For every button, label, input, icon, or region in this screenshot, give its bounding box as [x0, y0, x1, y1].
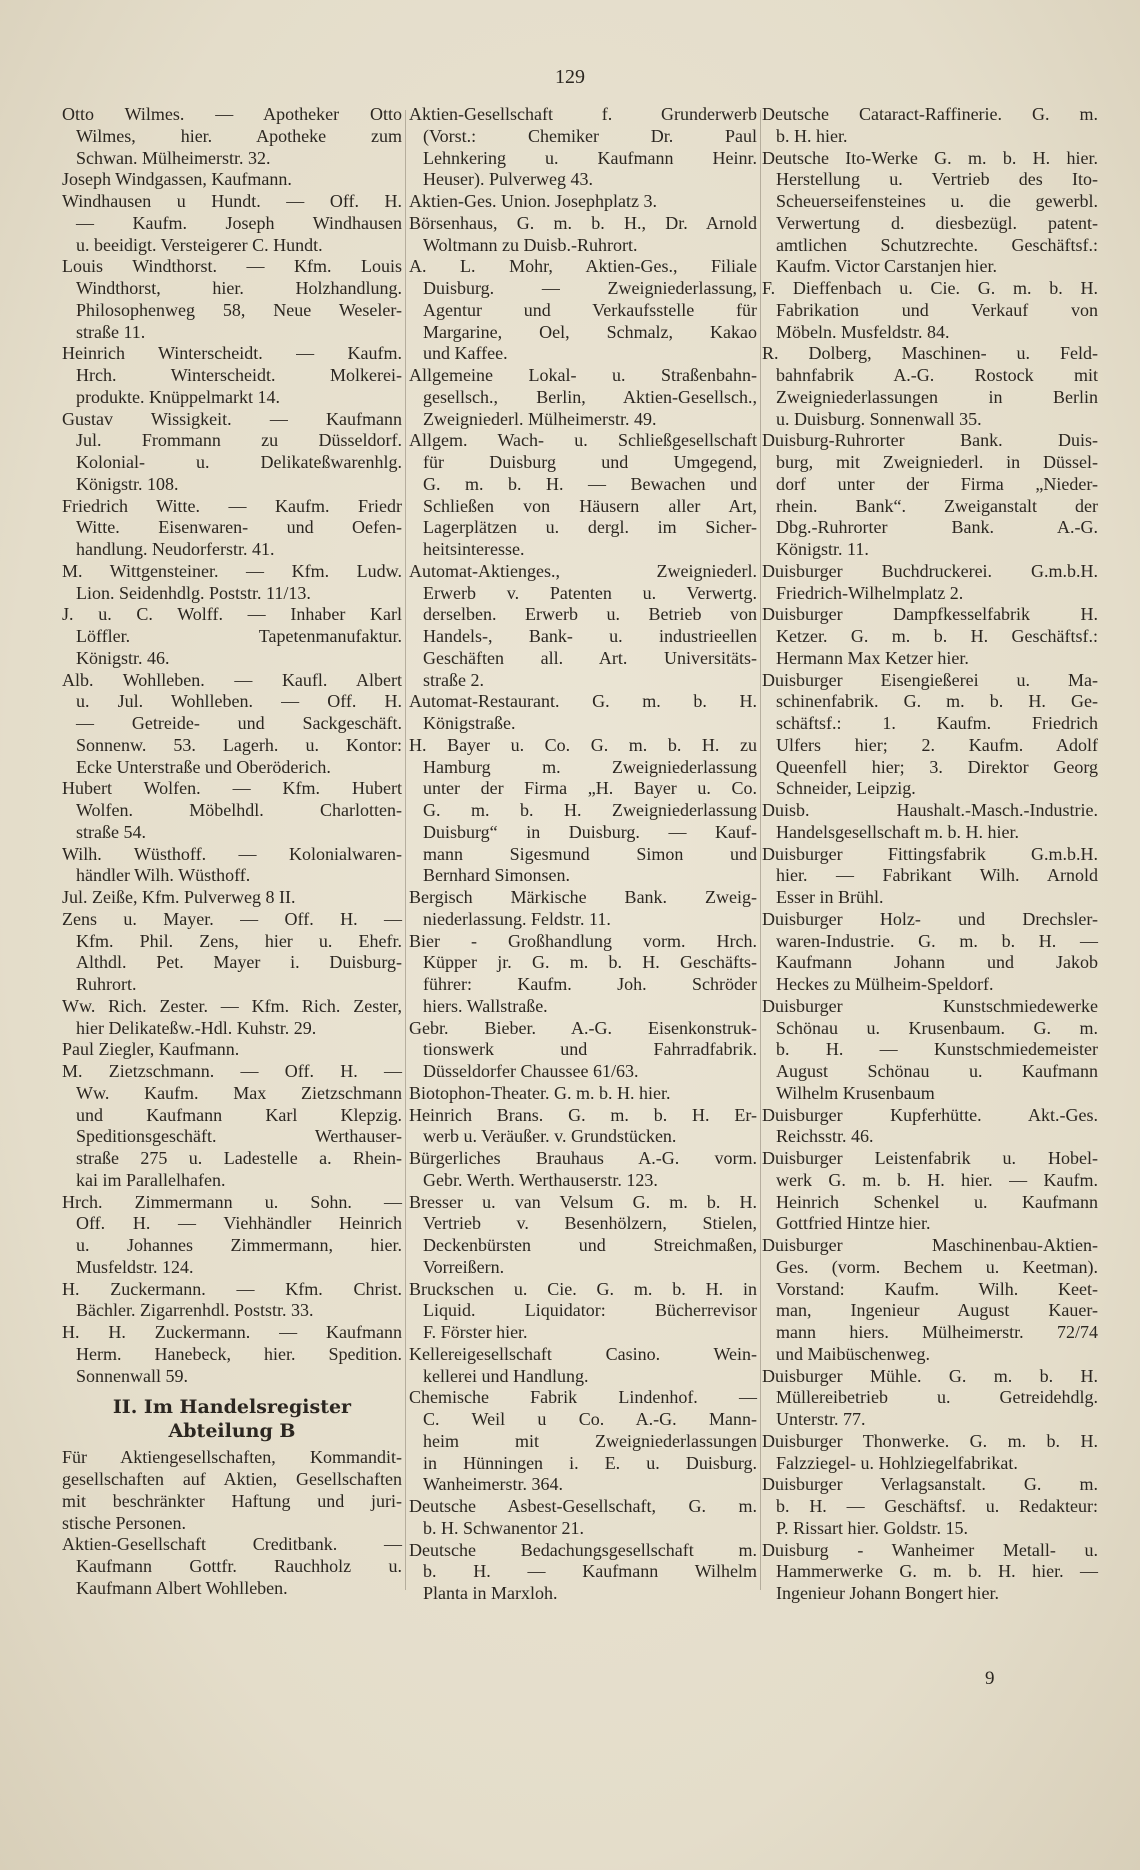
- entry-line: Duisburger Verlagsanstalt. G. m.: [762, 1474, 1098, 1495]
- entry-line: Joseph Windgassen, Kaufmann.: [62, 169, 292, 190]
- entry-line: Louis Windthorst. — Kfm. Louis: [62, 256, 402, 277]
- entry-line: Duisb. Haushalt.-Masch.-Industrie.: [762, 800, 1098, 820]
- entry-line: Wolfen. Möbelhdl. Charlotten-: [76, 800, 402, 820]
- directory-entry: [409, 735, 757, 887]
- directory-entry: [62, 1279, 402, 1323]
- entry-line: heim mit Zweigniederlassungen: [423, 1430, 757, 1451]
- entry-line: Sonnenw. 53. Lagerh. u. Kontor:: [76, 734, 402, 755]
- entry-line: Scheuerseifensteines u. die gewerbl.: [776, 191, 1098, 211]
- entry-line: für Duisburg und Umgegend,: [423, 452, 757, 472]
- directory-entry: [62, 343, 402, 408]
- entry-line: Duisburger Dampfkesselfabrik H.: [762, 604, 1098, 625]
- entry-line: Schneider, Leipzig.: [776, 778, 916, 799]
- column-3: [762, 104, 1098, 1605]
- entry-line: Kolonial- u. Delikateßwarenhlg.: [76, 452, 402, 472]
- entry-line: Windthorst, hier. Holzhandlung.: [76, 278, 402, 298]
- entry-line: Löffler. Tapetenmanufaktur.: [76, 626, 402, 646]
- entry-line: Althdl. Pet. Mayer i. Duisburg-: [76, 952, 402, 973]
- entry-line: Esser in Brühl.: [776, 887, 884, 907]
- directory-entry: [62, 778, 402, 843]
- directory-entry: [409, 1387, 757, 1496]
- entry-line: man, Ingenieur August Kauer-: [776, 1300, 1098, 1321]
- page-number: 129: [555, 66, 585, 88]
- directory-entry: [762, 430, 1098, 561]
- entry-line: Ww. Rich. Zester. — Kfm. Rich. Zester,: [62, 995, 402, 1016]
- intro-line: gesellschaften auf Aktien, Gesellschaften: [62, 1469, 402, 1489]
- entry-line: Speditionsgeschäft. Werthauser-: [76, 1126, 402, 1147]
- entry-line: Kfm. Phil. Zens, hier u. Ehefr.: [76, 930, 402, 951]
- directory-entry: [62, 1322, 402, 1387]
- entry-line: Königstr. 108.: [76, 473, 179, 494]
- entry-line: hiers. Wallstraße.: [423, 995, 548, 1016]
- entry-line: Lion. Seidenhdlg. Poststr. 11/13.: [76, 582, 311, 603]
- directory-entry: [62, 670, 402, 779]
- section-intro: [62, 1447, 402, 1534]
- entry-line: J. u. C. Wolff. — Inhaber Karl: [62, 604, 402, 625]
- section-heading: Abteilung B: [168, 1420, 296, 1443]
- entry-line: händler Wilh. Wüsthoff.: [76, 865, 251, 886]
- entry-line: Hamburg m. Zweigniederlassung: [423, 756, 757, 777]
- entry-line: Wilmes, hier. Apotheke zum: [76, 125, 402, 146]
- entry-line: Börsenhaus, G. m. b. H., Dr. Arnold: [409, 212, 757, 233]
- entry-line: — Kaufm. Joseph Windhausen: [76, 212, 402, 233]
- section-heading: II. Im Handelsregister: [112, 1396, 352, 1419]
- entry-line: Vorstand: Kaufm. Wilh. Keet-: [776, 1278, 1098, 1299]
- entry-line: Duisburg“ in Duisburg. — Kauf-: [423, 821, 757, 842]
- entry-line: Handelsgesellschaft m. b. H. hier.: [776, 821, 1019, 842]
- entry-line: C. Weil u Co. A.-G. Mann-: [423, 1409, 757, 1429]
- entry-line: Wilh. Wüsthoff. — Kolonialwaren-: [62, 843, 402, 864]
- entry-line: Automat-Restaurant. G. m. b. H.: [409, 691, 757, 712]
- entry-line: heitsinteresse.: [423, 539, 525, 559]
- entry-line: straße 2.: [423, 669, 484, 690]
- entry-line: P. Rissart hier. Goldstr. 15.: [776, 1517, 969, 1538]
- entry-line: Kaufmann Gottfr. Rauchholz u.: [76, 1556, 402, 1576]
- entry-line: Paul Ziegler, Kaufmann.: [62, 1039, 240, 1060]
- directory-entry: [62, 1039, 402, 1061]
- signature-mark: 9: [985, 1668, 995, 1689]
- entry-line: Bächler. Zigarrenhdl. Poststr. 33.: [76, 1300, 314, 1321]
- entry-line: Deutsche Bedachungsgesellschaft m.: [409, 1539, 757, 1560]
- entry-line: kai im Parallelhafen.: [76, 1169, 226, 1190]
- entry-line: Ruhrort.: [76, 974, 137, 994]
- directory-entry: [409, 1148, 757, 1192]
- directory-entry: [762, 670, 1098, 801]
- entry-line: Off. H. — Viehhändler Heinrich: [76, 1213, 402, 1234]
- entry-line: und Kaffee.: [423, 343, 508, 364]
- column-divider: [405, 110, 406, 1590]
- directory-entry: [62, 1192, 402, 1279]
- entry-line: Schwan. Mülheimerstr. 32.: [76, 147, 271, 168]
- entry-line: Gustav Wissigkeit. — Kaufmann: [62, 408, 402, 429]
- entry-line: Möbeln. Musfeldstr. 84.: [776, 321, 950, 342]
- entry-line: Müllereibetrieb u. Getreidehdlg.: [776, 1387, 1098, 1408]
- entry-line: Duisburger Buchdruckerei. G.m.b.H.: [762, 560, 1098, 581]
- entry-line: Aktien-Gesellschaft f. Grunderwerb: [409, 104, 757, 124]
- directory-entry: [62, 256, 402, 343]
- entry-line: Kaufmann Albert Wohlleben.: [76, 1577, 288, 1598]
- entry-line: Hammerwerke G. m. b. H. hier. —: [776, 1561, 1098, 1582]
- directory-entry: [762, 278, 1098, 343]
- directory-entry: [62, 191, 402, 256]
- directory-entry: [409, 1192, 757, 1279]
- entry-line: Jul. Zeiße, Kfm. Pulverweg 8 II.: [62, 887, 296, 907]
- entry-line: b. H. — Kunstschmiedemeister: [776, 1039, 1098, 1060]
- directory-entry: [62, 169, 402, 191]
- entry-line: Liquid. Liquidator: Bücherrevisor: [423, 1300, 757, 1321]
- entry-line: Ingenieur Johann Bongert hier.: [776, 1583, 999, 1603]
- entry-line: Musfeldstr. 124.: [76, 1256, 194, 1277]
- entry-line: Ketzer. G. m. b. H. Geschäftsf.:: [776, 626, 1098, 646]
- entry-line: Fabrikation und Verkauf von: [776, 299, 1098, 320]
- directory-entry: [409, 1018, 757, 1083]
- entry-line: R. Dolberg, Maschinen- u. Feld-: [762, 343, 1098, 364]
- entry-line: Hrch. Zimmermann u. Sohn. —: [62, 1191, 402, 1212]
- entry-line: werk G. m. b. H. hier. — Kaufm.: [776, 1169, 1098, 1190]
- entry-line: Aktien-Ges. Union. Josephplatz 3.: [409, 191, 657, 211]
- intro-line: stische Personen.: [62, 1512, 186, 1533]
- entry-line: niederlassung. Feldstr. 11.: [423, 908, 611, 929]
- directory-entry: [762, 1540, 1098, 1605]
- entry-line: Duisburger Thonwerke. G. m. b. H.: [762, 1430, 1098, 1451]
- entry-line: F. Dieffenbach u. Cie. G. m. b. H.: [762, 278, 1098, 298]
- entry-line: Duisburger Fittingsfabrik G.m.b.H.: [762, 843, 1098, 864]
- entry-line: b. H. — Kaufmann Wilhelm: [423, 1561, 757, 1582]
- entry-line: Hubert Wolfen. — Kfm. Hubert: [62, 778, 402, 799]
- directory-entry: [762, 1366, 1098, 1431]
- entry-line: H. Zuckermann. — Kfm. Christ.: [62, 1278, 402, 1299]
- entry-line: Heinrich Winterscheidt. — Kaufm.: [62, 343, 402, 364]
- entry-line: Bresser u. van Velsum G. m. b. H.: [409, 1191, 757, 1212]
- entry-line: Schließen von Häusern aller Art,: [423, 495, 757, 516]
- directory-entry: [409, 104, 757, 191]
- directory-entry: [62, 1534, 402, 1599]
- directory-entry: [409, 1540, 757, 1605]
- directory-entry: [409, 1496, 757, 1540]
- entry-line: dorf unter der Firma „Nieder-: [776, 473, 1098, 494]
- directory-entry: [762, 1105, 1098, 1149]
- entry-line: Deutsche Cataract-Raffinerie. G. m.: [762, 104, 1098, 124]
- entry-line: Handels-, Bank- u. industrieellen: [423, 626, 757, 646]
- entry-line: Ges. (vorm. Bechem u. Keetman).: [776, 1256, 1098, 1277]
- entry-line: und Maibüschenweg.: [776, 1343, 930, 1364]
- entry-line: Reichsstr. 46.: [776, 1126, 874, 1147]
- entry-line: Duisburger Kupferhütte. Akt.-Ges.: [762, 1104, 1098, 1125]
- entry-line: Gebr. Werth. Werthauserstr. 123.: [423, 1169, 658, 1190]
- directory-entry: [762, 1148, 1098, 1235]
- entry-line: in Hünningen i. E. u. Duisburg.: [423, 1452, 757, 1473]
- entry-line: Bruckschen u. Cie. G. m. b. H. in: [409, 1278, 757, 1299]
- intro-line: mit beschränkter Haftung und juri-: [62, 1490, 402, 1511]
- entry-line: derselben. Erwerb u. Betrieb von: [423, 604, 757, 625]
- entry-line: u. beeidigt. Versteigerer C. Hundt.: [76, 234, 323, 255]
- directory-entry: [62, 1061, 402, 1192]
- directory-entry: [409, 561, 757, 692]
- entry-line: Duisburger Kunstschmiedewerke: [762, 995, 1098, 1016]
- directory-entry: [762, 800, 1098, 844]
- directory-entry: [409, 256, 757, 365]
- entry-line: straße 275 u. Ladestelle a. Rhein-: [76, 1148, 402, 1168]
- entry-line: Queenfell hier; 3. Direktor Georg: [776, 756, 1098, 777]
- entry-line: Chemische Fabrik Lindenhof. —: [409, 1387, 757, 1408]
- directory-entry: [762, 148, 1098, 279]
- entry-line: Philosophenweg 58, Neue Weseler-: [76, 299, 402, 320]
- entry-line: schäftsf.: 1. Kaufm. Friedrich: [776, 713, 1098, 733]
- entry-line: Ulfers hier; 2. Kaufm. Adolf: [776, 734, 1098, 755]
- entry-line: Vertrieb v. Besenhölzern, Stielen,: [423, 1213, 757, 1234]
- directory-entry: [62, 996, 402, 1040]
- entry-line: Witte. Eisenwaren- und Oefen-: [76, 517, 402, 538]
- entry-line: Friedrich Witte. — Kaufm. Friedr: [62, 495, 402, 516]
- entry-line: Falzziegel- u. Hohlziegelfabrikat.: [776, 1452, 1018, 1473]
- entry-line: straße 54.: [76, 821, 146, 842]
- entry-line: Duisburg - Wanheimer Metall- u.: [762, 1539, 1098, 1560]
- entry-line: Otto Wilmes. — Apotheker Otto: [62, 104, 402, 124]
- entry-line: und Kaufmann Karl Klepzig.: [76, 1104, 402, 1125]
- entry-line: Alb. Wohlleben. — Kaufl. Albert: [62, 669, 402, 690]
- entry-line: Schönau u. Krusenbaum. G. m.: [776, 1017, 1098, 1038]
- entry-line: u. Jul. Wohlleben. — Off. H.: [76, 691, 402, 712]
- entry-line: Königstr. 11.: [776, 539, 869, 559]
- entry-line: waren-Industrie. G. m. b. H. —: [776, 930, 1098, 951]
- directory-entry: [762, 844, 1098, 909]
- entry-line: Gebr. Bieber. A.-G. Eisenkonstruk-: [409, 1017, 757, 1038]
- directory-entry: [62, 604, 402, 669]
- entry-line: schinenfabrik. G. m. b. H. Ge-: [776, 691, 1098, 712]
- entry-line: Deutsche Asbest-Gesellschaft, G. m.: [409, 1496, 757, 1516]
- entry-line: Hermann Max Ketzer hier.: [776, 647, 969, 668]
- entry-line: Zweigniederl. Mülheimerstr. 49.: [423, 408, 657, 429]
- directory-entry: [762, 343, 1098, 430]
- entry-line: (Vorst.: Chemiker Dr. Paul: [423, 125, 757, 146]
- entry-line: Margarine, Oel, Schmalz, Kakao: [423, 321, 757, 342]
- entry-line: gesellsch., Berlin, Aktien-Gesellsch.,: [423, 386, 757, 407]
- directory-entry: [409, 213, 757, 257]
- entry-line: Gottfried Hintze hier.: [776, 1213, 931, 1234]
- entry-line: Bernhard Simonsen.: [423, 865, 570, 886]
- directory-entry: [62, 844, 402, 888]
- entry-line: August Schönau u. Kaufmann: [776, 1061, 1098, 1081]
- entry-line: Lagerplätzen u. dergl. im Sicher-: [423, 517, 757, 538]
- entry-line: Heuser). Pulverweg 43.: [423, 169, 593, 190]
- entry-line: Hrch. Winterscheidt. Molkerei-: [76, 365, 402, 385]
- entry-line: Königstraße.: [423, 713, 516, 733]
- entry-line: Küpper jr. G. m. b. H. Geschäfts-: [423, 952, 757, 973]
- entry-line: mann hiers. Mülheimerstr. 72/74: [776, 1322, 1098, 1342]
- directory-entry: [762, 561, 1098, 605]
- entry-line: Zweigniederlassungen in Berlin: [776, 386, 1098, 407]
- entry-line: Jul. Frommann zu Düsseldorf.: [76, 430, 402, 451]
- directory-entry: [409, 931, 757, 1018]
- entry-line: führer: Kaufm. Joh. Schröder: [423, 974, 757, 994]
- entry-line: Zens u. Mayer. — Off. H. —: [62, 908, 402, 929]
- entry-line: Herstellung u. Vertrieb des Ito-: [776, 169, 1098, 190]
- entry-line: Heckes zu Mülheim-Speldorf.: [776, 974, 994, 994]
- directory-entry: [62, 104, 402, 169]
- entry-line: Lehnkering u. Kaufmann Heinr.: [423, 147, 757, 168]
- directory-entry: [409, 691, 757, 735]
- entry-line: burg, mit Zweigniederl. in Düssel-: [776, 452, 1098, 472]
- entry-line: straße 11.: [76, 321, 146, 342]
- directory-entry: [762, 1474, 1098, 1539]
- entry-line: Automat-Aktienges., Zweigniederl.: [409, 560, 757, 581]
- entry-line: M. Wittgensteiner. — Kfm. Ludw.: [62, 560, 402, 581]
- entry-line: rhein. Bank“. Zweiganstalt der: [776, 495, 1098, 516]
- entry-line: Duisburger Eisengießerei u. Ma-: [762, 669, 1098, 690]
- entry-line: Planta in Marxloh.: [423, 1583, 558, 1603]
- column-2: [409, 104, 757, 1605]
- entry-line: Heinrich Brans. G. m. b. H. Er-: [409, 1104, 757, 1125]
- entry-line: Kellereigesellschaft Casino. Wein-: [409, 1343, 757, 1364]
- entry-line: H. Bayer u. Co. G. m. b. H. zu: [409, 734, 757, 755]
- entry-line: b. H. — Geschäftsf. u. Redakteur:: [776, 1496, 1098, 1516]
- directory-entry: [409, 365, 757, 430]
- entry-line: Geschäften all. Art. Universitäts-: [423, 647, 757, 668]
- entry-line: F. Förster hier.: [423, 1322, 528, 1342]
- entry-line: Ecke Unterstraße und Oberöderich.: [76, 756, 331, 777]
- entry-line: hier. — Fabrikant Wilh. Arnold: [776, 865, 1098, 886]
- entry-line: Heinrich Schenkel u. Kaufmann: [776, 1191, 1098, 1212]
- entry-line: mann Sigesmund Simon und: [423, 843, 757, 864]
- directory-entry: [409, 1083, 757, 1105]
- entry-line: Erwerb v. Patenten u. Verwertg.: [423, 582, 757, 603]
- column-1: [62, 104, 402, 1600]
- entry-line: werb u. Veräußer. v. Grundstücken.: [423, 1126, 677, 1147]
- entry-line: Vorreißern.: [423, 1256, 505, 1277]
- entry-line: kellerei und Handlung.: [423, 1365, 589, 1386]
- entry-line: — Getreide- und Sackgeschäft.: [76, 713, 402, 733]
- entry-line: u. Johannes Zimmermann, hier.: [76, 1235, 402, 1255]
- entry-line: Sonnenwall 59.: [76, 1365, 188, 1386]
- entry-line: Wilhelm Krusenbaum: [776, 1082, 935, 1103]
- entry-line: Duisburger Maschinenbau-Aktien-: [762, 1235, 1098, 1255]
- directory-entry: [62, 496, 402, 561]
- column-divider: [760, 110, 761, 1590]
- entry-line: Allgem. Wach- u. Schließgesellschaft: [409, 430, 757, 451]
- entry-line: Aktien-Gesellschaft Creditbank. —: [62, 1534, 402, 1555]
- intro-line: Für Aktiengesellschaften, Kommandit-: [62, 1447, 402, 1468]
- entry-line: Duisburger Mühle. G. m. b. H.: [762, 1365, 1098, 1386]
- directory-entry: [762, 996, 1098, 1105]
- directory-entry: [409, 1105, 757, 1149]
- entry-line: produkte. Knüppelmarkt 14.: [76, 386, 280, 407]
- entry-line: tionswerk und Fahrradfabrik.: [423, 1039, 757, 1060]
- directory-entry: [762, 909, 1098, 996]
- entry-line: bahnfabrik A.-G. Rostock mit: [776, 365, 1098, 385]
- entry-line: Dbg.-Ruhrorter Bank. A.-G.: [776, 517, 1098, 538]
- directory-entry: [409, 1279, 757, 1344]
- entry-line: Kaufm. Victor Carstanjen hier.: [776, 256, 998, 277]
- entry-line: Verwertung d. diesbezügl. patent-: [776, 212, 1098, 233]
- entry-line: hier Delikateßw.-Hdl. Kuhstr. 29.: [76, 1017, 317, 1038]
- entry-line: Unterstr. 77.: [776, 1409, 866, 1429]
- entry-line: unter der Firma „H. Bayer u. Co.: [423, 778, 757, 799]
- entry-line: Bürgerliches Brauhaus A.-G. vorm.: [409, 1148, 757, 1168]
- entry-line: Deutsche Ito-Werke G. m. b. H. hier.: [762, 147, 1098, 168]
- directory-entry: [62, 909, 402, 996]
- entry-line: Duisburg. — Zweigniederlassung,: [423, 278, 757, 298]
- entry-line: Königstr. 46.: [76, 647, 170, 668]
- entry-line: Friedrich-Wilhelmplatz 2.: [776, 582, 964, 603]
- entry-line: Agentur und Verkaufsstelle für: [423, 299, 757, 320]
- directory-entry: [62, 409, 402, 496]
- entry-line: b. H. hier.: [776, 125, 848, 146]
- entry-line: A. L. Mohr, Aktien-Ges., Filiale: [409, 256, 757, 277]
- entry-line: Herm. Hanebeck, hier. Spedition.: [76, 1343, 402, 1364]
- entry-line: Duisburger Leistenfabrik u. Hobel-: [762, 1148, 1098, 1168]
- entry-line: Windhausen u Hundt. — Off. H.: [62, 191, 402, 211]
- entry-line: Duisburger Holz- und Drechsler-: [762, 908, 1098, 929]
- entry-line: M. Zietzschmann. — Off. H. —: [62, 1061, 402, 1081]
- entry-line: Deckenbürsten und Streichmaßen,: [423, 1235, 757, 1255]
- entry-line: H. H. Zuckermann. — Kaufmann: [62, 1322, 402, 1342]
- entry-line: G. m. b. H. Zweigniederlassung: [423, 800, 757, 820]
- entry-line: Biotophon-Theater. G. m. b. H. hier.: [409, 1082, 671, 1103]
- directory-entry: [62, 887, 402, 909]
- directory-entry: [762, 1431, 1098, 1475]
- directory-entry: [409, 191, 757, 213]
- entry-line: Ww. Kaufm. Max Zietzschmann: [76, 1082, 402, 1103]
- entry-line: Duisburg-Ruhrorter Bank. Duis-: [762, 430, 1098, 451]
- entry-line: G. m. b. H. — Bewachen und: [423, 473, 757, 494]
- directory-entry: [62, 561, 402, 605]
- entry-line: Bergisch Märkische Bank. Zweig-: [409, 887, 757, 907]
- entry-line: Wanheimerstr. 364.: [423, 1474, 564, 1495]
- directory-entry: [762, 604, 1098, 669]
- entry-line: b. H. Schwanentor 21.: [423, 1517, 584, 1538]
- entry-line: u. Duisburg. Sonnenwall 35.: [776, 408, 982, 429]
- directory-entry: [762, 1235, 1098, 1366]
- directory-entry: [409, 430, 757, 561]
- entry-line: Allgemeine Lokal- u. Straßenbahn-: [409, 365, 757, 385]
- entry-line: Kaufmann Johann und Jakob: [776, 952, 1098, 973]
- entry-line: Düsseldorfer Chaussee 61/63.: [423, 1061, 639, 1081]
- directory-entry: [409, 1344, 757, 1388]
- directory-entry: [409, 887, 757, 931]
- entry-line: amtlichen Schutzrechte. Geschäftsf.:: [776, 234, 1098, 255]
- directory-entry: [762, 104, 1098, 148]
- entry-line: Bier - Großhandlung vorm. Hrch.: [409, 930, 757, 951]
- entry-line: Woltmann zu Duisb.-Ruhrort.: [423, 234, 638, 255]
- entry-line: handlung. Neudorferstr. 41.: [76, 539, 275, 559]
